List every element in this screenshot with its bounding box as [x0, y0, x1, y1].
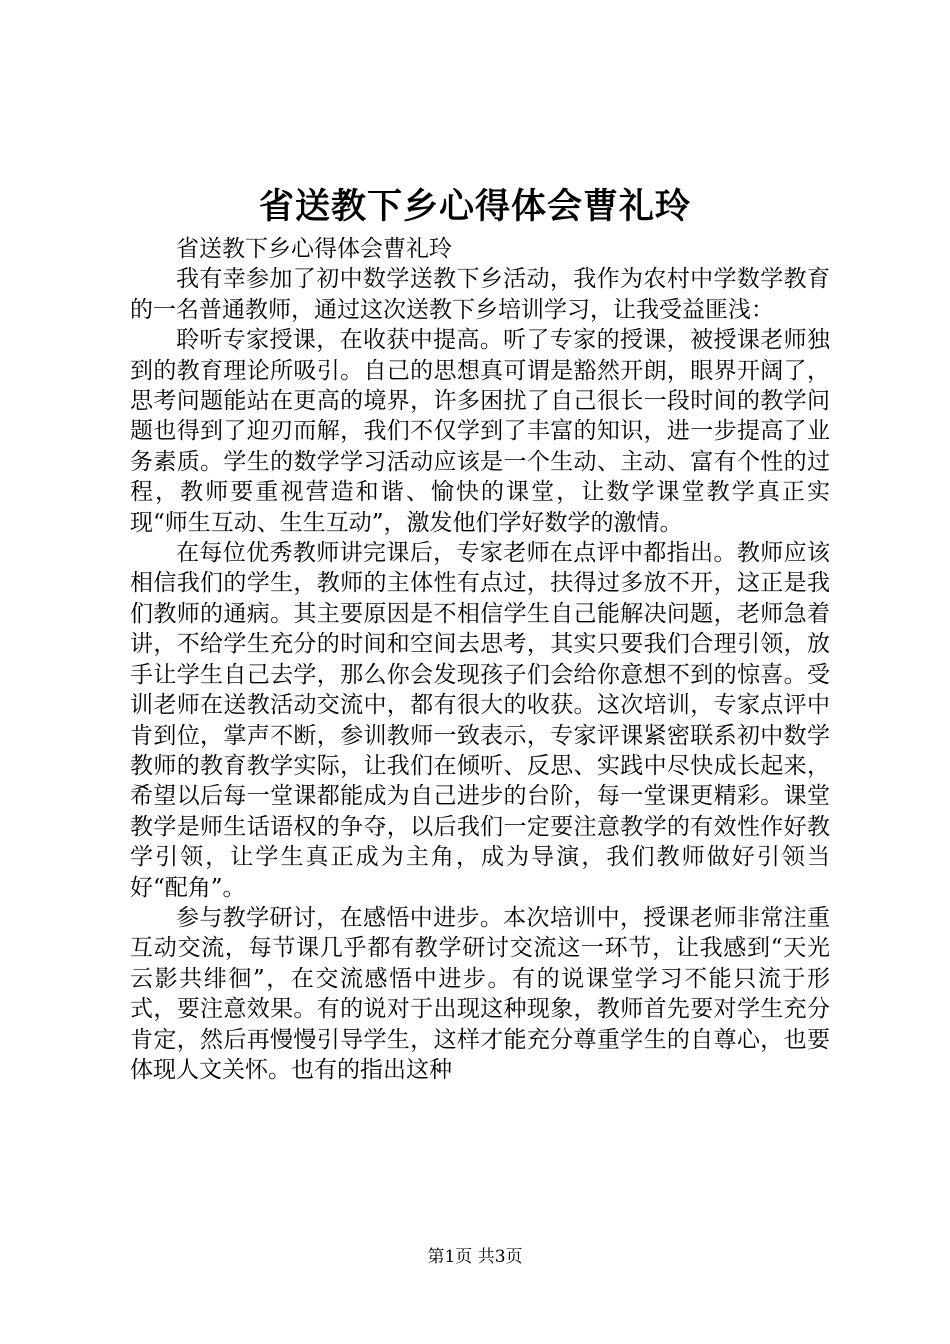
- paragraph-evaluation: 在每位优秀教师讲完课后，专家老师在点评中都指出。教师应该相信我们的学生，教师的主体性有点过，扶得过多放不开，这正是我们教师的通病。其主要原因是不相信学生自己能解决问题，老师急着讲，不给学生充分的时间和空间去思考，其实只要我们合理引领，放手让学生自己去学，那么你会发现孩子们会给你意想不到的惊喜。受训老师在送教活动交流中，都有很大的收获。这次培训，专家点评中肯到位，掌声不断，参训教师一致表示，专家评课紧密联系初中数学教师的教育教学实际，让我们在倾听、反思、实践中尽快成长起来，希望以后每一堂课都能成为自己进步的台阶，每一堂课更精彩。课堂教学是师生话语权的争夺，以后我们一定要注意教学的有效性作好教学引领，让学生真正成为主角，成为导演，我们教师做好引领当好“配角”。: [130, 540, 830, 901]
- paragraph-listening: 聆听专家授课，在收获中提高。听了专家的授课，被授课老师独到的教育理论所吸引。自己的思想真可谓是豁然开朗，眼界开阔了，思考问题能站在更高的境界，许多困扰了自己很长一段时间的教学问题也得到了迎刃而解，我们不仅学到了丰富的知识，进一步提高了业务素质。学生的数学学习活动应该是一个生动、主动、富有个性的过程，教师要重视营造和谐、愉快的课堂，让数学课堂教学真正实现“师生互动、生生互动”，激发他们学好数学的激情。: [130, 327, 830, 536]
- document-body: [130, 234, 830, 1085]
- paragraph-discussion: 参与教学研讨，在感悟中进步。本次培训中，授课老师非常注重互动交流，每节课几乎都有教学研讨交流这一环节，让我感到“天光云影共绯徊”，在交流感悟中进步。有的说课堂学习不能只流于形式，要注意效果。有的说对于出现这种现象，教师首先要对学生充分肯定，然后再慢慢引导学生，这样才能充分尊重学生的自尊心，也要体现人文关怀。也有的指出这种: [130, 904, 830, 1083]
- page-footer: 第1页 共3页: [427, 1247, 523, 1267]
- paragraph-intro: 我有幸参加了初中数学送教下乡活动，我作为农村中学数学教育的一名普通教师，通过这次送教下乡培训学习，让我受益匪浅：: [130, 266, 830, 323]
- paragraph-subtitle: 省送教下乡心得体会曹礼玲: [176, 236, 452, 262]
- page-title: 省送教下乡心得体会曹礼玲: [258, 186, 691, 227]
